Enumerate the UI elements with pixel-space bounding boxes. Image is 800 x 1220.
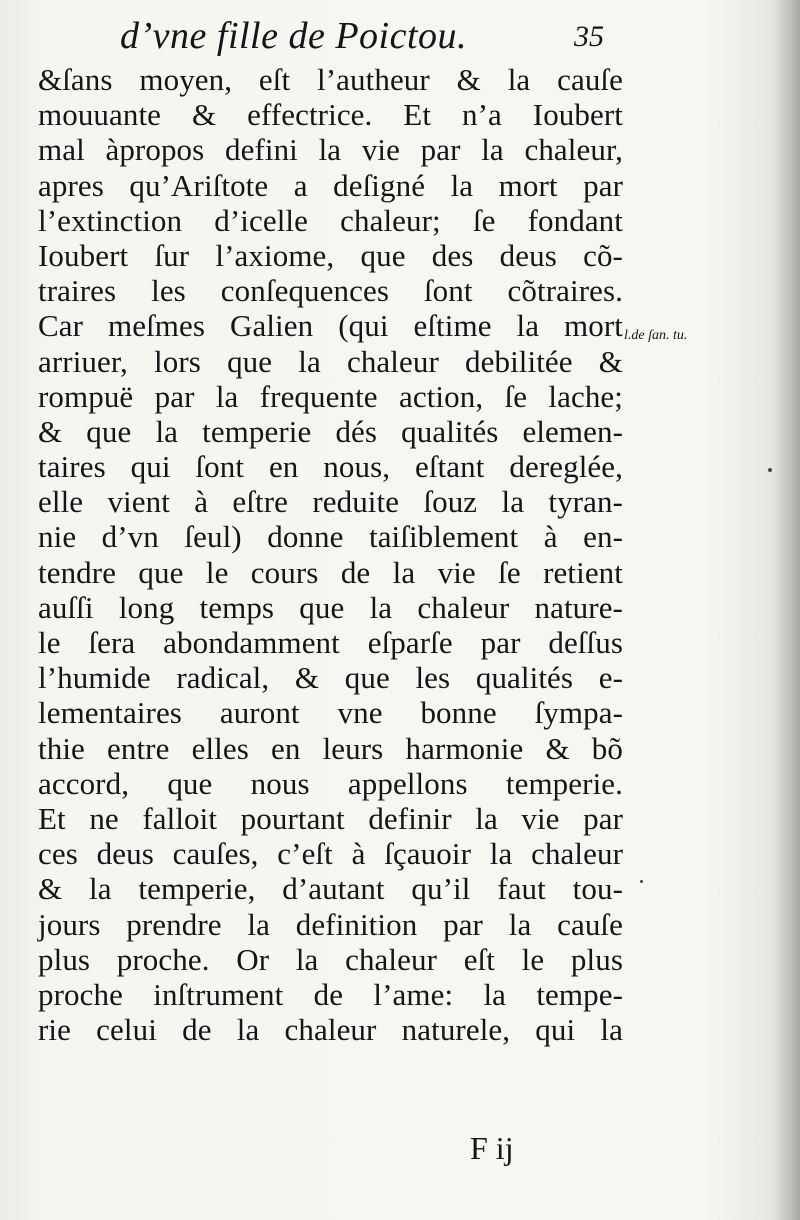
text-line: arriuer, lors que la chaleur debilitée & [38,343,623,379]
text-line: lementaires auront vne bonne ſympa- [38,695,623,731]
text-line: plus proche. Or la chaleur eſt le plus [38,941,623,977]
text-line: auſſi long temps que la chaleur nature- [38,589,623,625]
text-line: l’humide radical, & que les qualités e- [38,660,623,696]
text-line: mal àpropos defini la vie par la chaleur, [38,132,623,168]
text-line: & la temperie, d’autant qu’il faut tou- [38,871,623,907]
text-line: rie celui de la chaleur naturele, qui la [38,1012,623,1048]
text-line: ces deus cauſes, c’eſt à ſçauoir la chaleur [38,836,623,872]
text-line: taires qui ſont en nous, eſtant dereglée, [38,449,623,485]
marginal-note: l.de ſan. tu. [624,328,688,343]
text-line: nie d’vn ſeul) donne taiſiblement à en- [38,519,623,555]
text-line: rompuë par la frequente action, ſe lache; [38,378,623,414]
page-number: 35 [574,20,604,53]
text-line: jours prendre la definition par la cauſe [38,906,623,942]
text-line: tendre que le cours de la vie ſe retient [38,554,623,590]
ink-speck [768,468,772,472]
ink-speck [640,880,643,883]
text-line: mouuante & effectrice. Et n’a Ioubert [38,97,623,133]
text-line: elle vient à eſtre reduite ſouz la tyran- [38,484,623,520]
text-line: Ioubert ſur l’axiome, que des deus cõ- [38,237,623,273]
text-line: proche inſtrument de l’ame: la tempe- [38,976,623,1012]
text-line: Car meſmes Galien (qui eſtime la mort [38,308,623,344]
text-line: apres qu’Ariſtote a deſigné la mort par [38,167,623,203]
text-line: accord, que nous appellons temperie. [38,765,623,801]
text-line: thie entre elles en leurs harmonie & bõ [38,730,623,766]
text-line: traires les conſequences ſont cõtraires. [38,273,623,309]
running-title: d’vne fille de Poictou. [120,15,468,57]
text-line: l’extinction d’icelle chaleur; ſe fondant [38,202,623,238]
text-line: Et ne falloit pourtant definir la vie par [38,800,623,836]
text-line: le ſera abondamment eſparſe par deſſus [38,625,623,660]
running-head [0,14,800,64]
text-line: & que la temperie dés qualités elemen- [38,413,623,449]
page-edge-shadow [774,0,800,1220]
text-line: &ſans moyen, eſt l’autheur & la cauſe [38,62,623,97]
signature-mark: F ij [470,1130,514,1166]
body-text [38,62,623,1047]
